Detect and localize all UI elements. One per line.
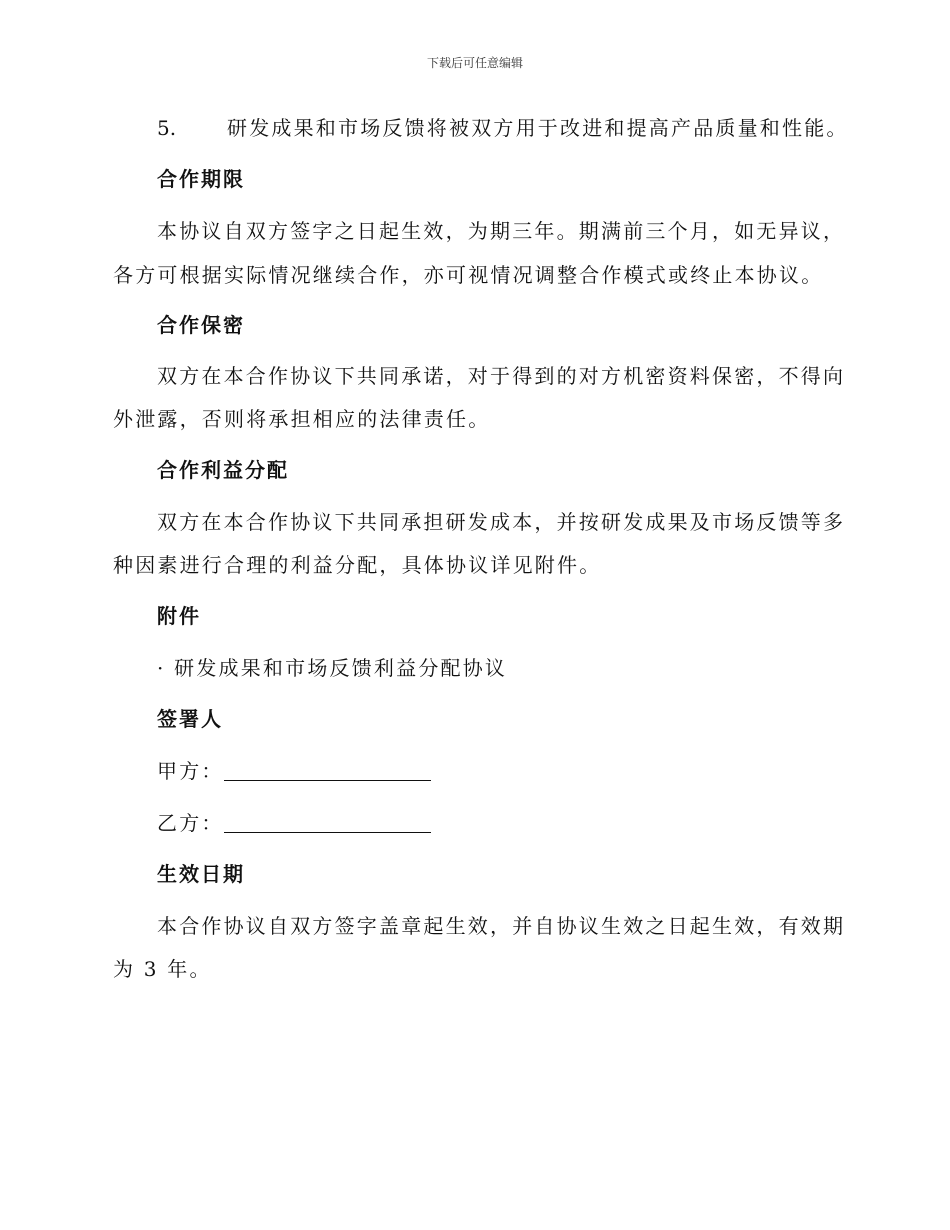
section-heading-term: 合作期限	[157, 167, 245, 191]
section-heading-attachment: 附件	[157, 604, 201, 628]
party-b-signature-blank	[224, 812, 431, 833]
list-item-number: 5.	[157, 116, 177, 140]
paragraph-effective-line-1: 本合作协议自双方签字盖章起生效，并自协议生效之日起生效，有效期	[157, 914, 846, 938]
page-header: 下载后可任意编辑	[426, 56, 523, 70]
party-a-label: 甲方：	[157, 759, 224, 783]
list-item-5	[157, 116, 849, 140]
section-heading-profit: 合作利益分配	[157, 458, 289, 482]
party-a-signature-blank	[224, 760, 431, 781]
paragraph-effective-line-2: 为 3 年。	[113, 957, 212, 981]
party-b-label: 乙方：	[157, 811, 224, 835]
paragraph-term-line-1: 本协议自双方签字之日起生效，为期三年。期满前三个月，如无异议，	[157, 219, 846, 243]
section-heading-effective-date: 生效日期	[157, 862, 245, 886]
paragraph-profit-line-2: 种因素进行合理的利益分配，具体协议详见附件。	[113, 553, 602, 577]
signature-line-party-b	[157, 811, 833, 835]
section-heading-signatories: 签署人	[157, 707, 223, 731]
list-item-text: 研发成果和市场反馈将被双方用于改进和提高产品质量和性能。	[227, 116, 849, 140]
signature-line-party-a	[157, 759, 833, 783]
paragraph-profit-line-1: 双方在本合作协议下共同承担研发成本，并按研发成果及市场反馈等多	[157, 510, 846, 534]
section-heading-confidentiality: 合作保密	[157, 313, 245, 337]
paragraph-confidentiality-line-2: 外泄露，否则将承担相应的法律责任。	[113, 407, 491, 431]
attachment-list-item: · 研发成果和市场反馈利益分配协议	[157, 656, 508, 680]
paragraph-term-line-2: 各方可根据实际情况继续合作，亦可视情况调整合作模式或终止本协议。	[113, 263, 824, 287]
paragraph-confidentiality-line-1: 双方在本合作协议下共同承诺，对于得到的对方机密资料保密，不得向	[157, 364, 846, 388]
